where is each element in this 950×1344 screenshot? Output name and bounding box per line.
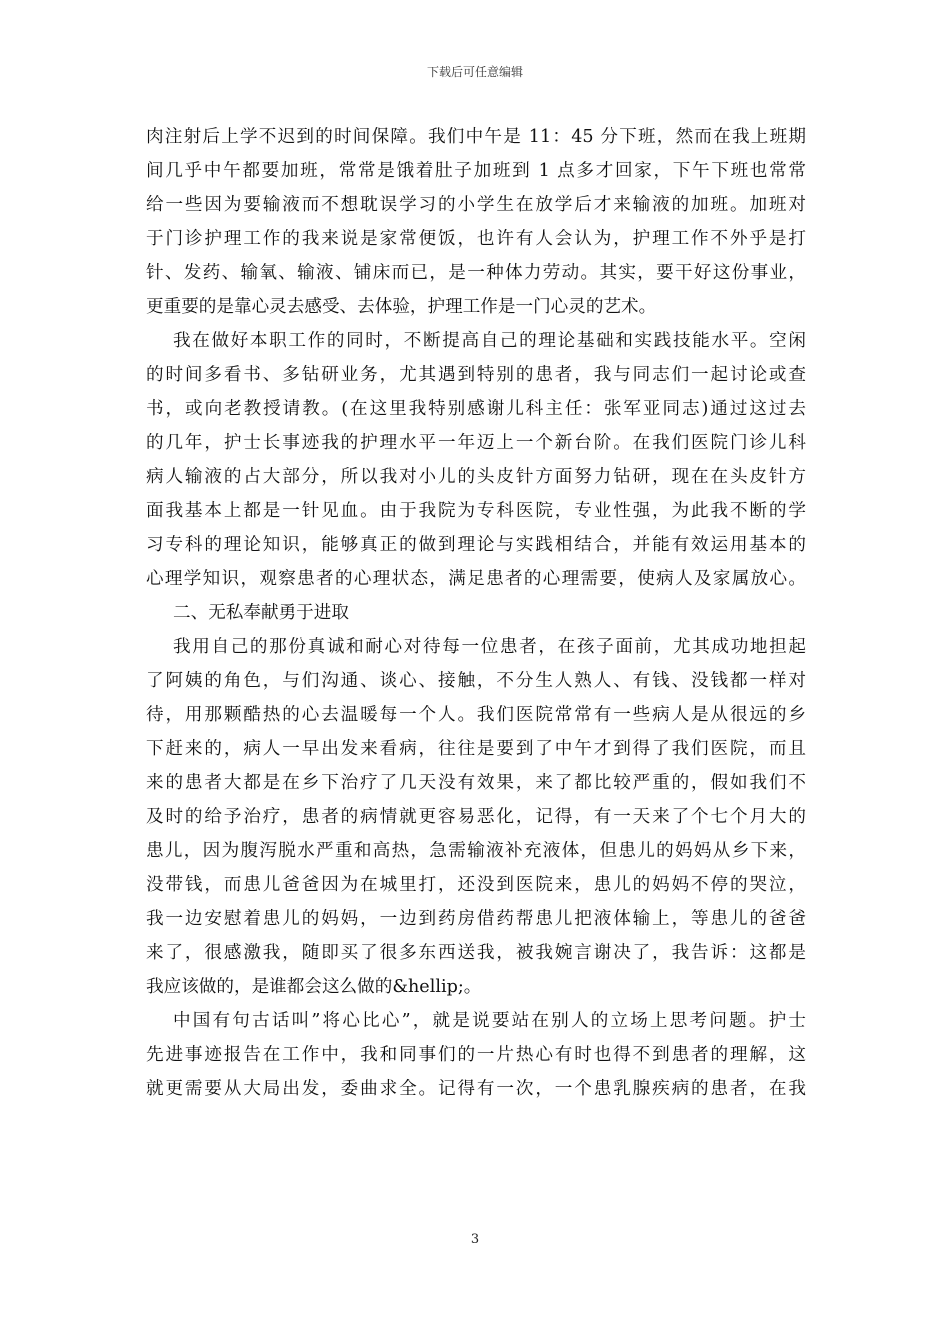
text-line: 面我基本上都是一针见血。由于我院为专科医院，专业性强，为此我不断的学 — [146, 501, 806, 521]
text-line: 肉注射后上学不迟到的时间保障。我们中午是 11：45 分下班，然而在我上班期 — [146, 127, 806, 147]
text-line: 来了，很感激我，随即买了很多东西送我，被我婉言谢决了，我告诉：这都是 — [146, 943, 806, 963]
text-line: 就更需要从大局出发，委曲求全。记得有一次，一个患乳腺疾病的患者，在我 — [146, 1079, 806, 1099]
text-line: 间几乎中午都要加班，常常是饿着肚子加班到 1 点多才回家，下午下班也常常 — [146, 161, 806, 181]
text-line: 先进事迹报告在工作中，我和同事们的一片热心有时也得不到患者的理解，这 — [146, 1045, 806, 1065]
text-line: 没带钱，而患儿爸爸因为在城里打，还没到医院来，患儿的妈妈不停的哭泣， — [146, 875, 806, 895]
text-line: 待，用那颗酷热的心去温暖每一个人。我们医院常常有一些病人是从很远的乡 — [146, 705, 806, 725]
text-line: 书，或向老教授请教。(在这里我特别感谢儿科主任：张军亚同志)通过这过去 — [146, 399, 806, 419]
text-line: 的几年，护士长事迹我的护理水平一年迈上一个新台阶。在我们医院门诊儿科 — [146, 433, 806, 453]
text-line: 习专科的理论知识，能够真正的做到理论与实践相结合，并能有效运用基本的 — [146, 535, 806, 555]
text-line: 中国有句古话叫”将心比心”，就是说要站在别人的立场上思考问题。护士 — [173, 1011, 806, 1031]
text-line: 我一边安慰着患儿的妈妈，一边到药房借药帮患儿把液体输上，等患儿的爸爸 — [146, 909, 806, 929]
page-header: 下载后可任意编辑 — [426, 65, 523, 79]
text-line: 更重要的是靠心灵去感受、去体验，护理工作是一门心灵的艺术。 — [146, 297, 657, 317]
page-number: 3 — [470, 1232, 480, 1247]
text-line: 给一些因为要输液而不想耽误学习的小学生在放学后才来输液的加班。加班对 — [146, 195, 806, 215]
text-line: 针、发药、输氧、输液、铺床而已，是一种体力劳动。其实，要干好这份事业， — [146, 263, 806, 283]
text-line: 患儿，因为腹泻脱水严重和高热，急需输液补充液体，但患儿的妈妈从乡下来， — [146, 841, 806, 861]
text-line: 了阿姨的角色，与们沟通、谈心、接触，不分生人熟人、有钱、没钱都一样对 — [146, 671, 806, 691]
text-line: 心理学知识，观察患者的心理状态，满足患者的心理需要，使病人及家属放心。 — [146, 569, 806, 589]
text-line: 我用自己的那份真诚和耐心对待每一位患者，在孩子面前，尤其成功地担起 — [173, 637, 806, 657]
text-line: 我在做好本职工作的同时，不断提高自己的理论基础和实践技能水平。空闲 — [173, 331, 806, 351]
text-line: 于门诊护理工作的我来说是家常便饭，也许有人会认为，护理工作不外乎是打 — [146, 229, 806, 249]
text-line: 我应该做的，是谁都会这么做的&hellip;。 — [146, 977, 482, 997]
text-line: 病人输液的占大部分，所以我对小儿的头皮针方面努力钻研，现在在头皮针方 — [146, 467, 806, 487]
document-body — [146, 120, 806, 1106]
section-heading: 二、无私奉献勇于进取 — [173, 603, 349, 623]
text-line: 的时间多看书、多钻研业务，尤其遇到特别的患者，我与同志们一起讨论或查 — [146, 365, 806, 385]
text-line: 下赶来的，病人一早出发来看病，往往是要到了中午才到得了我们医院，而且 — [146, 739, 806, 759]
text-line: 及时的给予治疗，患者的病情就更容易恶化，记得，有一天来了个七个月大的 — [146, 807, 806, 827]
text-line: 来的患者大都是在乡下治疗了几天没有效果，来了都比较严重的，假如我们不 — [146, 773, 806, 793]
